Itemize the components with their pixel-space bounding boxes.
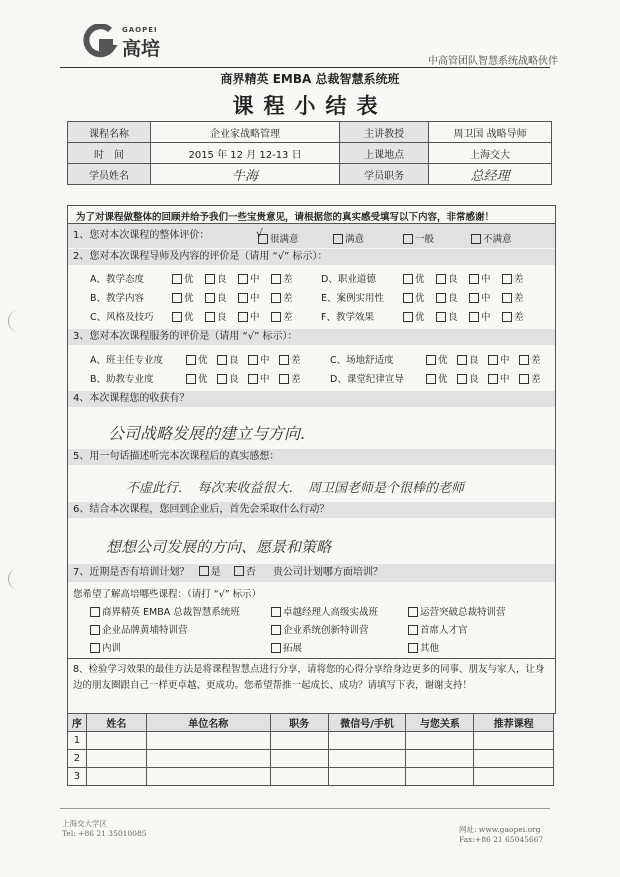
checkbox[interactable]: [205, 274, 215, 284]
checkbox[interactable]: [519, 355, 529, 365]
q3-grade-option[interactable]: [248, 352, 270, 366]
course-option[interactable]: [408, 604, 506, 618]
checkbox[interactable]: [205, 293, 215, 303]
q2-grade-option[interactable]: [403, 309, 425, 323]
q7-no[interactable]: [234, 567, 256, 578]
checkbox[interactable]: [234, 566, 244, 576]
course-label: 首席人才官: [420, 625, 468, 636]
checkbox[interactable]: [217, 355, 227, 365]
q2-grade-option[interactable]: [502, 271, 524, 285]
column-header: 与您关系: [406, 714, 474, 732]
checkbox[interactable]: [279, 374, 289, 384]
grade-label: 良: [217, 293, 227, 304]
checkbox[interactable]: [502, 312, 512, 322]
q3-bar: [68, 329, 555, 345]
grade-label: 优: [198, 374, 208, 385]
checkbox[interactable]: [471, 234, 481, 244]
checkbox[interactable]: [271, 293, 281, 303]
column-header: 姓名: [86, 714, 146, 732]
course-label: 运营突破总裁特训营: [420, 607, 506, 618]
q3-grade-option[interactable]: [519, 352, 541, 366]
q4-label: 4、本次课程您的收获有？: [73, 393, 190, 404]
checkbox[interactable]: [271, 625, 281, 635]
grade-label: 良: [448, 274, 458, 285]
q1-opt-label: 满意: [345, 234, 365, 245]
q3-grade-option[interactable]: [457, 371, 479, 385]
grade-label: 中: [500, 355, 510, 366]
q1-section: [67, 223, 556, 251]
grade-label: 中: [250, 312, 260, 323]
grade-label: 差: [283, 293, 293, 304]
column-header: 推荐课程: [474, 714, 554, 732]
footer-divider: [60, 808, 550, 809]
row-number: 3: [68, 768, 87, 786]
q2-item-label: D、职业道德: [321, 274, 376, 285]
q3-item-label: B、助教专业度: [90, 374, 154, 385]
grade-label: 良: [469, 374, 479, 385]
grade-label: 良: [448, 312, 458, 323]
table-cell[interactable]: [474, 768, 554, 786]
grade-label: 优: [438, 374, 448, 385]
course-label: 商界精英 EMBA 总裁智慧系统班: [102, 607, 240, 618]
course-option[interactable]: [271, 640, 302, 654]
grade-label: 良: [448, 293, 458, 304]
student-name-field[interactable]: [151, 164, 340, 185]
checkbox[interactable]: [271, 274, 281, 284]
checkbox[interactable]: [205, 312, 215, 322]
table-cell[interactable]: [406, 768, 474, 786]
grade-label: 差: [283, 274, 293, 285]
q5-answer[interactable]: 不虚此行． 每次来收益很大． 周卫国老师是个很棒的老师: [126, 481, 465, 496]
table-row: [68, 732, 554, 750]
q2-grade-option[interactable]: [172, 290, 194, 304]
q2-grade-option[interactable]: [205, 271, 227, 285]
checkbox[interactable]: [403, 312, 413, 322]
q2-grade-option[interactable]: [436, 290, 458, 304]
page-title: 课程小结表: [232, 94, 388, 118]
grade-label: 良: [469, 355, 479, 366]
class-title: 商界精英 EMBA 总裁智慧系统班: [220, 72, 400, 86]
q3-grade-option[interactable]: [426, 352, 448, 366]
checkbox[interactable]: [436, 293, 446, 303]
checkbox[interactable]: [519, 374, 529, 384]
q7-yes-label: 是: [210, 567, 221, 578]
logo-cn: 高培: [122, 38, 161, 60]
grade-label: 中: [481, 274, 491, 285]
checkbox[interactable]: [172, 293, 182, 303]
course-label: 内训: [102, 643, 122, 654]
grade-label: 良: [217, 274, 227, 285]
table-cell[interactable]: [474, 732, 554, 750]
row-number: 2: [68, 750, 87, 768]
table-cell[interactable]: [406, 732, 474, 750]
q1-opt-very-satisfied[interactable]: [258, 231, 299, 245]
checkbox[interactable]: [90, 643, 100, 653]
q2-bar: [68, 249, 555, 265]
course-option[interactable]: [271, 604, 378, 618]
time-label: 时 间: [68, 143, 151, 164]
q1-opt-satisfied[interactable]: [333, 231, 364, 245]
q3-item-label: C、场地舒适度: [330, 355, 394, 366]
q2-grade-option[interactable]: [172, 271, 194, 285]
checkbox[interactable]: [408, 643, 418, 653]
q7-topic-question: 贵公司计划哪方面培训？: [272, 567, 383, 578]
checkbox[interactable]: [457, 374, 467, 384]
q1-opt-unsatisfied[interactable]: [471, 231, 512, 245]
q7-label: 7、近期是否有培训计划？: [73, 567, 190, 578]
table-row: [68, 750, 554, 768]
checkbox[interactable]: [436, 312, 446, 322]
row-number: 1: [68, 732, 87, 750]
q2-section: [67, 249, 556, 330]
grade-label: 中: [481, 312, 491, 323]
grade-label: 中: [500, 374, 510, 385]
table-cell[interactable]: [406, 750, 474, 768]
grade-label: 优: [198, 355, 208, 366]
column-header: 职务: [270, 714, 328, 732]
checkbox[interactable]: [403, 274, 413, 284]
q2-grade-option[interactable]: [403, 290, 425, 304]
q2-item-label: F、教学效果: [321, 312, 374, 323]
checkbox[interactable]: [238, 293, 248, 303]
q3-item-label: D、课堂纪律宣导: [330, 374, 404, 385]
q5-label: 5、用一句话描述听完本次课程后的真实感想：: [73, 451, 280, 462]
place-value: 上海交大: [429, 143, 552, 164]
checkbox[interactable]: [426, 374, 436, 384]
table-cell[interactable]: [86, 732, 146, 750]
teacher-value: 周卫国 战略导师: [429, 122, 552, 143]
checkbox[interactable]: [488, 374, 498, 384]
course-label: 课程名称: [68, 122, 151, 143]
q7-section: [67, 564, 556, 659]
q1-opt-average[interactable]: [403, 231, 434, 245]
course-option[interactable]: [90, 640, 121, 654]
binder-hole: [8, 310, 23, 332]
q7-want-question: 您希望了解高培哪些课程：（请打 “√” 标示）: [73, 589, 262, 600]
checkbox[interactable]: [271, 607, 281, 617]
checkbox[interactable]: [488, 355, 498, 365]
q8-text: 8、检验学习效果的最佳方法是将课程智慧点进行分享，请将您的心得分享给身边更多的同事、朋友与家人，让身边的朋友圈跟自己一样更卓越、更成功。您希望帮推一起成长、成功？请填写下表，谢谢支持！: [73, 664, 545, 691]
checkbox[interactable]: [333, 234, 343, 244]
q2-grade-option[interactable]: [205, 290, 227, 304]
column-header: 序: [68, 714, 87, 732]
q2-item-label: E、案例实用性: [321, 293, 385, 304]
q2-item-label: A、教学态度: [90, 274, 144, 285]
checkbox[interactable]: [436, 274, 446, 284]
grade-label: 中: [260, 355, 270, 366]
q3-grade-option[interactable]: [426, 371, 448, 385]
q2-grade-option[interactable]: [403, 271, 425, 285]
q2-grade-option[interactable]: [436, 271, 458, 285]
q2-item-label: B、教学内容: [90, 293, 145, 304]
table-cell[interactable]: [146, 732, 270, 750]
grade-label: 差: [531, 374, 541, 385]
footer-fax: Fax:+86 21 65045667: [459, 835, 544, 844]
course-label: 拓展: [283, 643, 303, 654]
q1-opt-label: 很满意: [270, 234, 299, 245]
table-row: [68, 768, 554, 786]
course-info-table: [67, 121, 552, 185]
q3-label: 3、您对本次课程服务的评价是（请用 “√” 标示）：: [73, 331, 298, 342]
q2-grade-option[interactable]: [271, 271, 293, 285]
checkbox[interactable]: [186, 355, 196, 365]
q2-label: 2、您对本次课程导师及内容的评价是（请用 “√” 标示）：: [73, 251, 328, 262]
q2-grade-option[interactable]: [238, 271, 260, 285]
table-cell[interactable]: [86, 768, 146, 786]
q2-item-label: C、风格及技巧: [90, 312, 154, 323]
checkbox[interactable]: [271, 312, 281, 322]
q2-grade-option[interactable]: [205, 309, 227, 323]
grade-label: 差: [514, 274, 524, 285]
course-option[interactable]: [90, 622, 188, 636]
checkbox[interactable]: [469, 312, 479, 322]
q2-grade-option[interactable]: [469, 309, 491, 323]
checkbox[interactable]: [403, 234, 413, 244]
q4-section: [67, 391, 556, 450]
checkbox[interactable]: [469, 293, 479, 303]
table-cell[interactable]: [328, 750, 406, 768]
checkbox[interactable]: [238, 274, 248, 284]
q8-section: [67, 658, 556, 714]
table-cell[interactable]: [270, 768, 328, 786]
position-handwriting: 总经理: [470, 168, 510, 184]
grade-label: 良: [229, 374, 239, 385]
footer-tel: Tel: +86 21 35010085: [62, 829, 147, 838]
q3-grade-option[interactable]: [519, 371, 541, 385]
q5-section: [67, 449, 556, 503]
grade-label: 优: [184, 293, 194, 304]
q2-grade-option[interactable]: [238, 290, 260, 304]
slogan: 中高管团队智慧系统战略伙伴: [428, 56, 558, 67]
binder-hole: [8, 568, 23, 590]
header-divider: [60, 67, 550, 68]
q2-grade-option[interactable]: [271, 290, 293, 304]
course-option[interactable]: [408, 622, 468, 636]
checkbox[interactable]: [172, 274, 182, 284]
course-label: 企业品牌黄埔特训营: [102, 625, 188, 636]
checkbox[interactable]: [90, 607, 100, 617]
q2-grade-option[interactable]: [469, 290, 491, 304]
q3-grade-option[interactable]: [488, 352, 510, 366]
course-option[interactable]: [408, 640, 439, 654]
course-label: 企业系统创新特训营: [283, 625, 369, 636]
checkbox[interactable]: [408, 607, 418, 617]
checkbox[interactable]: [457, 355, 467, 365]
q6-label: 6、结合本次课程，您回到企业后，首先会采取什么行动？: [73, 504, 330, 515]
referral-header-row: [68, 714, 554, 732]
q3-grade-option[interactable]: [186, 352, 208, 366]
intro-box: [67, 205, 556, 224]
course-option[interactable]: [271, 622, 369, 636]
grade-label: 优: [415, 293, 425, 304]
grade-label: 良: [229, 355, 239, 366]
q3-grade-option[interactable]: [217, 371, 239, 385]
course-label: 其他: [420, 643, 440, 654]
table-cell[interactable]: [270, 732, 328, 750]
time-value: 2015 年 12 月 12-13 日: [151, 143, 340, 164]
column-header: 单位名称: [146, 714, 270, 732]
q6-answer[interactable]: 想想公司发展的方向、愿景和策略: [106, 538, 332, 556]
q2-grade-option[interactable]: [502, 290, 524, 304]
course-value: 企业家战略管理: [151, 122, 340, 143]
course-option[interactable]: [90, 604, 240, 618]
checkbox[interactable]: [408, 625, 418, 635]
grade-label: 优: [184, 312, 194, 323]
checkbox[interactable]: [502, 274, 512, 284]
checkbox[interactable]: [172, 312, 182, 322]
course-label: 卓越经理人高级实战班: [283, 607, 379, 618]
q3-grade-option[interactable]: [186, 371, 208, 385]
grade-label: 中: [250, 274, 260, 285]
checkbox[interactable]: [403, 293, 413, 303]
table-cell[interactable]: [328, 768, 406, 786]
table-cell[interactable]: [86, 750, 146, 768]
checkbox[interactable]: [248, 355, 258, 365]
grade-label: 优: [184, 274, 194, 285]
q3-grade-option[interactable]: [457, 352, 479, 366]
grade-label: 差: [531, 355, 541, 366]
position-label: 学员职务: [340, 164, 429, 185]
student-signature: 牛海: [232, 168, 259, 184]
footer-website: 网址: www.gaopei.org: [459, 825, 541, 834]
place-label: 上课地点: [340, 143, 429, 164]
q3-item-label: A、班主任专业度: [90, 355, 163, 366]
student-label: 学员姓名: [68, 164, 151, 185]
q7-bar: [68, 564, 555, 582]
referral-table: [67, 713, 554, 786]
teacher-label: 主讲教授: [340, 122, 429, 143]
grade-label: 优: [415, 312, 425, 323]
checkbox[interactable]: [199, 566, 209, 576]
intro-text: 为了对课程做整体的回顾并给予我们一些宝贵意见，请根据您的真实感受填写以下内容，非常感谢！: [76, 212, 495, 223]
grade-label: 中: [260, 374, 270, 385]
q1-opt-label: 一般: [415, 234, 435, 245]
checkbox[interactable]: [186, 374, 196, 384]
grade-label: 良: [217, 312, 227, 323]
checkbox[interactable]: [426, 355, 436, 365]
q6-bar: [68, 502, 555, 518]
q7-yes[interactable]: [199, 567, 221, 578]
q1-label: 1、您对本次课程的整体评价：: [73, 230, 210, 241]
q5-bar: [68, 449, 555, 465]
q7-no-label: 否: [245, 567, 256, 578]
grade-label: 差: [283, 312, 293, 323]
checkbox[interactable]: [238, 312, 248, 322]
checkbox[interactable]: [271, 643, 281, 653]
q2-grade-option[interactable]: [502, 309, 524, 323]
q4-bar: [68, 391, 555, 407]
checkbox[interactable]: [217, 374, 227, 384]
q3-grade-option[interactable]: [279, 371, 301, 385]
q2-grade-option[interactable]: [271, 309, 293, 323]
q3-grade-option[interactable]: [279, 352, 301, 366]
checkbox[interactable]: [469, 274, 479, 284]
grade-label: 中: [250, 293, 260, 304]
table-cell[interactable]: [146, 750, 270, 768]
grade-label: 差: [291, 355, 301, 366]
q1-checkmark: √: [256, 227, 264, 240]
gaopei-logo-icon: [80, 24, 118, 58]
grade-label: 差: [514, 293, 524, 304]
checkbox[interactable]: [502, 293, 512, 303]
q3-grade-option[interactable]: [488, 371, 510, 385]
q3-grade-option[interactable]: [248, 371, 270, 385]
q1-opt-label: 不满意: [483, 234, 512, 245]
logo-en: GAOPEI: [122, 26, 158, 34]
table-cell[interactable]: [474, 750, 554, 768]
position-field[interactable]: [429, 164, 552, 185]
checkbox[interactable]: [248, 374, 258, 384]
grade-label: 优: [415, 274, 425, 285]
q4-answer[interactable]: 公司战略发展的建立与方向.: [108, 424, 306, 443]
grade-label: 差: [291, 374, 301, 385]
q2-grade-option[interactable]: [436, 309, 458, 323]
grade-label: 差: [514, 312, 524, 323]
column-header: 微信号/手机: [328, 714, 406, 732]
footer-address: 上海交大学区: [62, 819, 107, 828]
checkbox[interactable]: [90, 625, 100, 635]
q3-grade-option[interactable]: [217, 352, 239, 366]
q2-grade-option[interactable]: [238, 309, 260, 323]
q3-section: [67, 329, 556, 392]
checkbox[interactable]: [279, 355, 289, 365]
table-cell[interactable]: [270, 750, 328, 768]
grade-label: 中: [481, 293, 491, 304]
q2-grade-option[interactable]: [172, 309, 194, 323]
q2-grade-option[interactable]: [469, 271, 491, 285]
grade-label: 优: [438, 355, 448, 366]
table-cell[interactable]: [146, 768, 270, 786]
q6-section: [67, 502, 556, 565]
table-cell[interactable]: [328, 732, 406, 750]
